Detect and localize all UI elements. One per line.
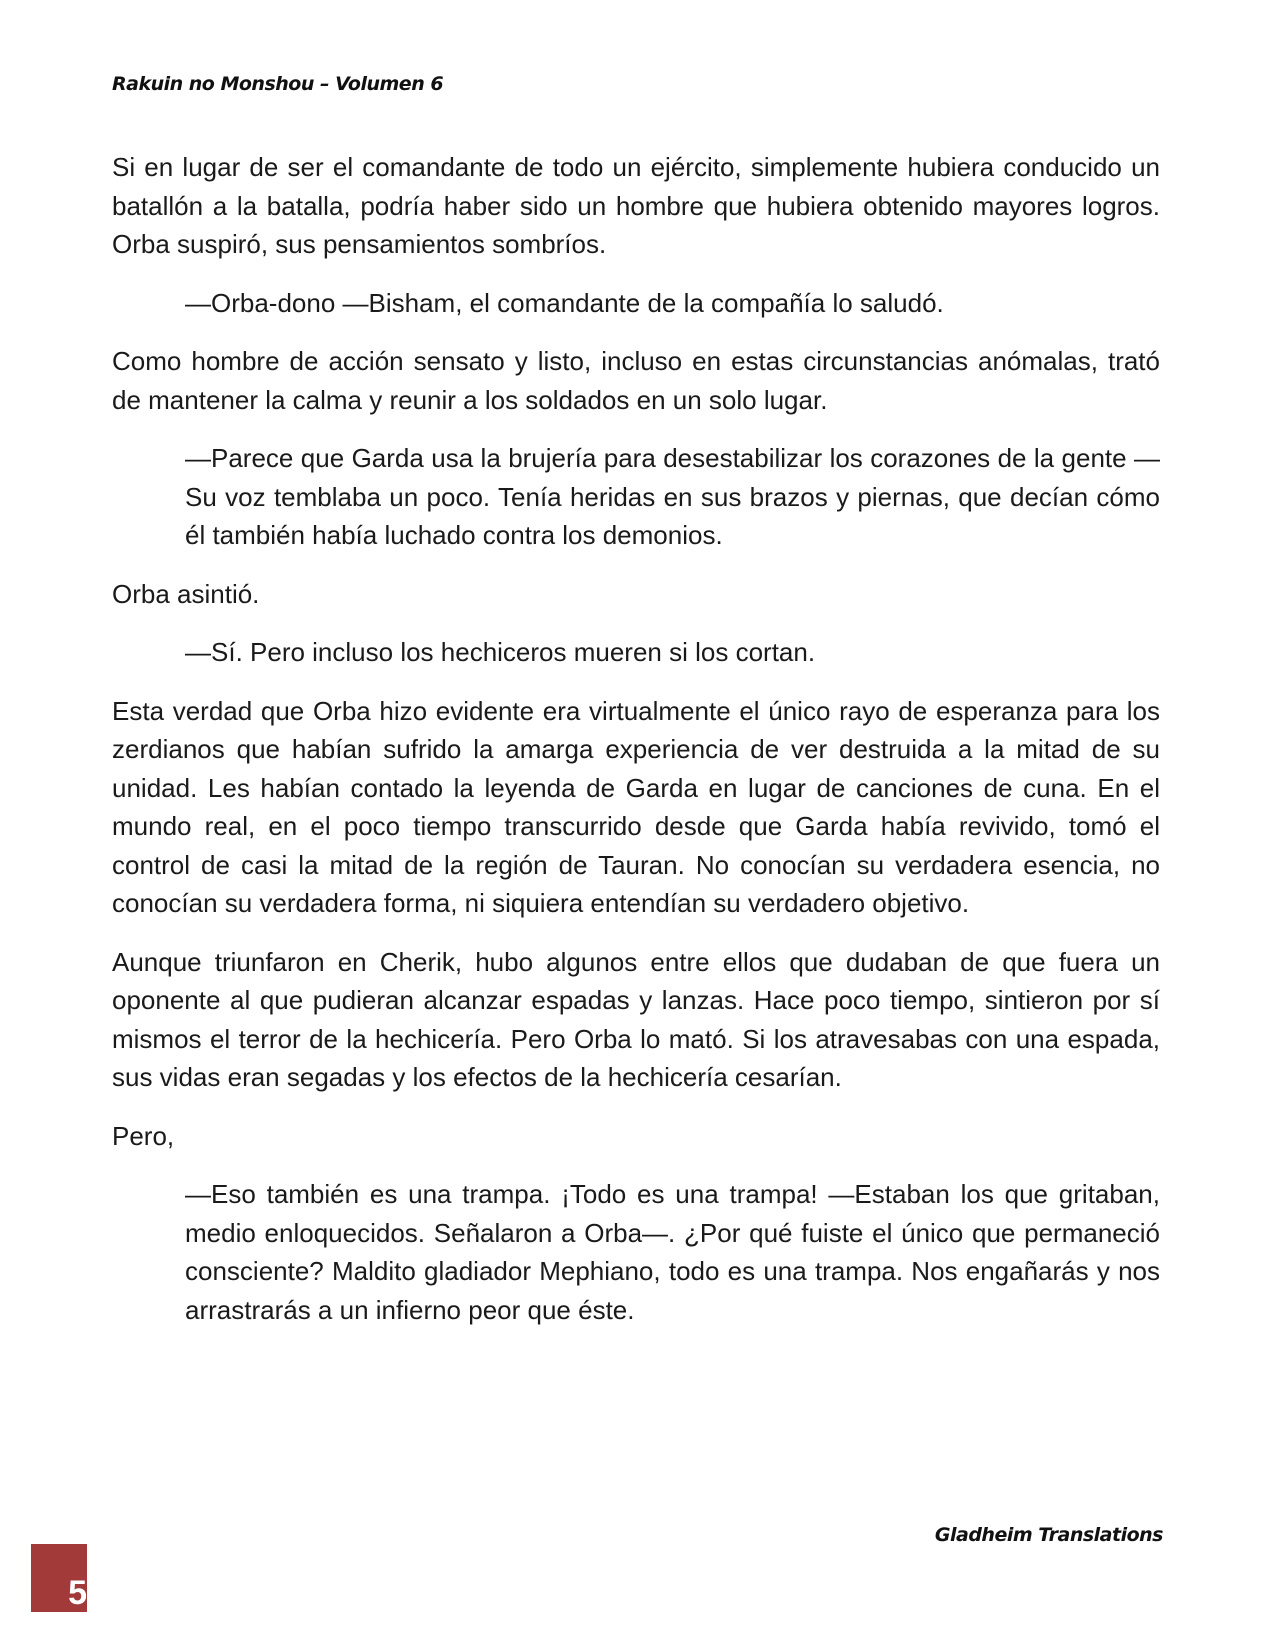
narration-paragraph: Si en lugar de ser el comandante de todo un ejército, simplemente hubiera conducido un batallón a la batalla, podría haber sido un hombre que hubiera obtenido mayores logros. Orba suspiró, sus pensamientos sombríos. bbox=[112, 152, 1160, 259]
dialogue-paragraph: —Eso también es una trampa. ¡Todo es una trampa! —Estaban los que gritaban, medio enloquecidos. Señalaron a Orba—. ¿Por qué fuiste el único que permaneció consciente? Maldito gladiador Mephiano, todo es una trampa. Nos engañarás y nos arrastrarás a un infierno peor que éste. bbox=[185, 1179, 1160, 1325]
page-number-tab bbox=[31, 1544, 87, 1612]
narration-paragraph: Como hombre de acción sensato y listo, incluso en estas circunstancias anómalas, trató de mantener la calma y reunir a los soldados en un solo lugar. bbox=[112, 346, 1160, 415]
narration-paragraph: Orba asintió. bbox=[112, 578, 260, 609]
dialogue-paragraph: —Orba-dono —Bisham, el comandante de la compañía lo saludó. bbox=[185, 287, 944, 318]
dialogue-paragraph: —Parece que Garda usa la brujería para desestabilizar los corazones de la gente —Su voz temblaba un poco. Tenía heridas en sus brazos y piernas, que decían cómo él también había luchado contra los demonios. bbox=[185, 443, 1160, 550]
page-number: 5 bbox=[68, 1574, 87, 1612]
page-number-underline bbox=[31, 1612, 87, 1615]
dialogue-paragraph: —Sí. Pero incluso los hechiceros mueren si los cortan. bbox=[185, 637, 816, 667]
footer-brand: Gladheim Translations bbox=[934, 1524, 1163, 1546]
page-body bbox=[112, 148, 1160, 1349]
narration-paragraph: Aunque triunfaron en Cherik, hubo algunos entre ellos que dudaban de que fuera un oponente al que pudieran alcanzar espadas y lanzas. Hace poco tiempo, sintieron por sí mismos el terror de la hechicería. Pero Orba lo mató. Si los atravesabas con una espada, sus vidas eran segadas y los efectos de la hechicería cesarían. bbox=[112, 946, 1160, 1092]
narration-paragraph: Esta verdad que Orba hizo evidente era virtualmente el único rayo de esperanza para los zerdianos que habían sufrido la amarga experiencia de ver destruida a la mitad de su unidad. Les habían contado la leyenda de Garda en lugar de canciones de cuna. En el mundo real, en el poco tiempo transcurrido desde que Garda había revivido, tomó el control de casi la mitad de la región de Tauran. No conocían su verdadera esencia, no conocían su verdadera forma, ni siquiera entendían su verdadero objetivo. bbox=[112, 695, 1160, 918]
narration-paragraph: Pero, bbox=[112, 1120, 175, 1151]
running-header: Rakuin no Monshou – Volumen 6 bbox=[112, 73, 444, 95]
